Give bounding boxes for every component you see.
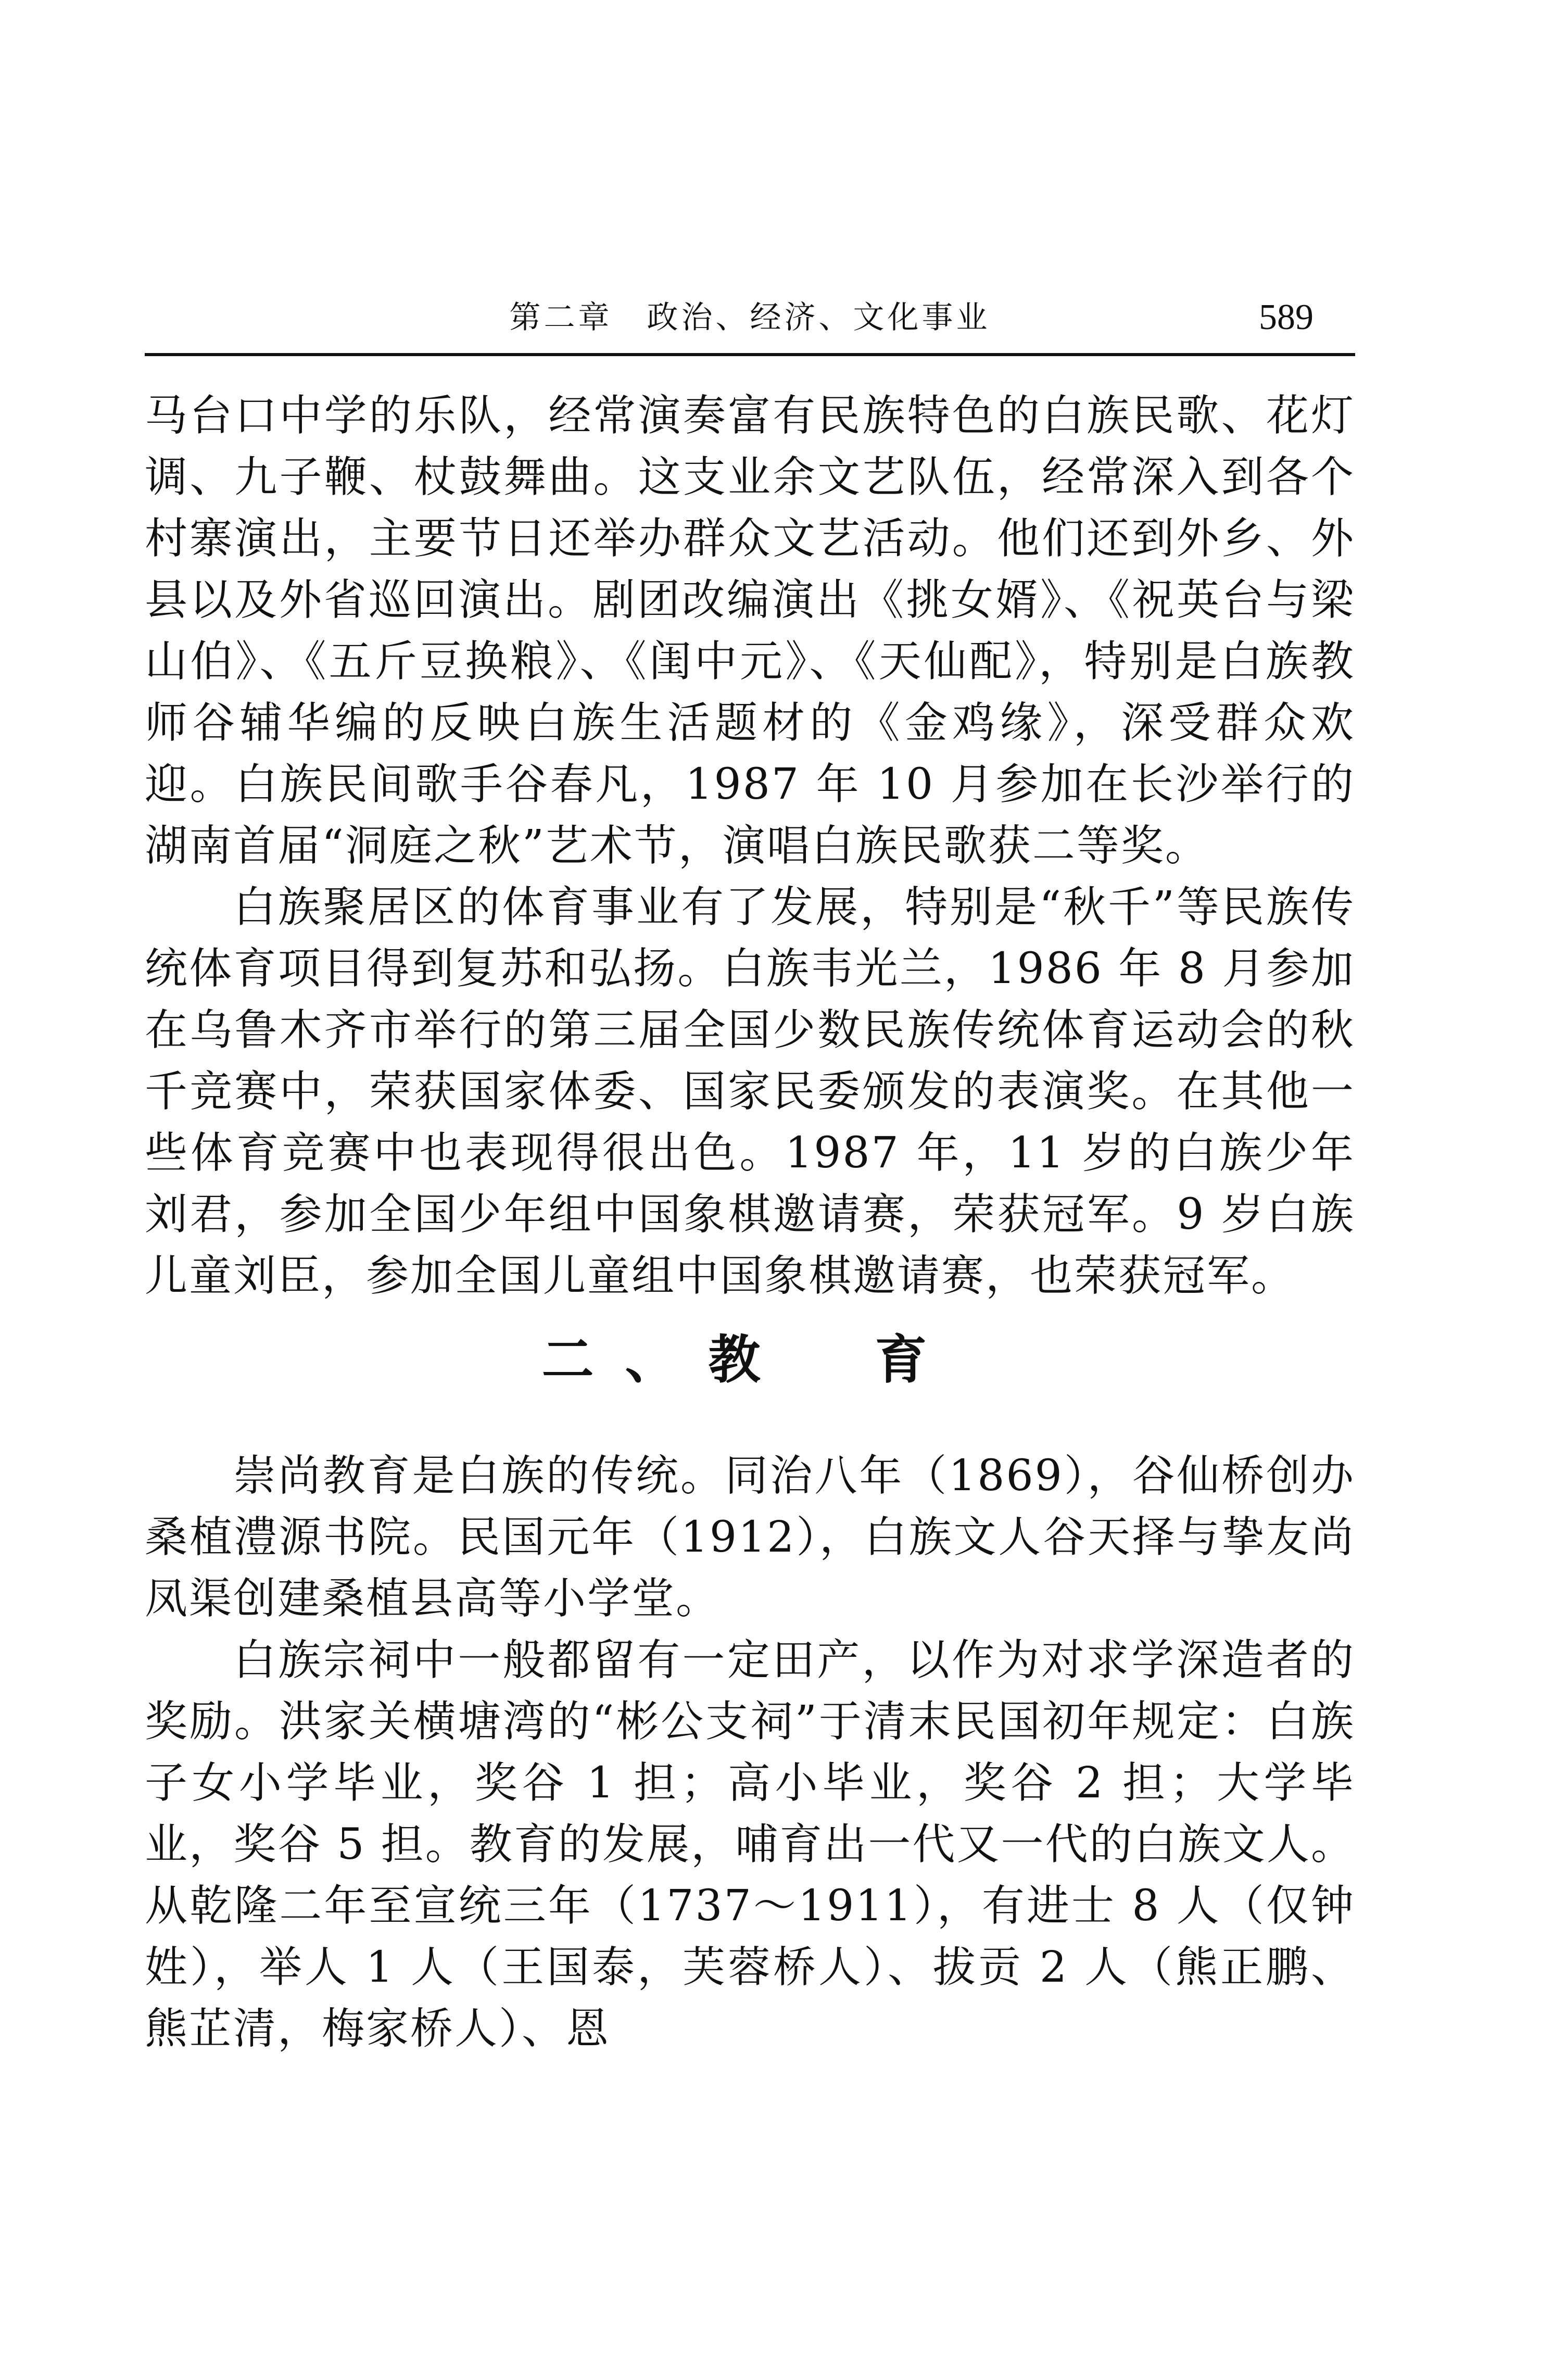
header-rule (145, 353, 1355, 356)
running-head: 第二章 政治、经济、文化事业 (509, 299, 991, 336)
page-body (145, 385, 1355, 2060)
paragraph-education-tradition: 崇尚教育是白族的传统。同治八年（1869），谷仙桥创办桑植澧源书院。民国元年（1912），白族文人谷天择与挚友尚凤渠创建桑植县高等小学堂。 (145, 1451, 1355, 1623)
page-number: 589 (1259, 297, 1313, 337)
paragraph-education-rewards: 白族宗祠中一般都留有一定田产，以作为对求学深造者的奖励。洪家关横塘湾的“彬公支祠”于清末民国初年规定：白族子女小学毕业，奖谷 1 担；高小毕业，奖谷 2 担；大学毕业，奖谷 5 担。教育的发展，哺育出一代又一代的白族文人。从乾隆二年至宣统三年（1737～1911），有进士 8 人（仅钟姓），举人 1 人（王国泰，芙蓉桥人）、拔贡 2 人（熊正鹏、熊芷清，梅家桥人）、恩 (145, 1635, 1355, 2054)
page-header (145, 292, 1355, 364)
paragraph-sports: 白族聚居区的体育事业有了发展，特别是“秋千”等民族传统体育项目得到复苏和弘扬。白族韦光兰，1986 年 8 月参加在乌鲁木齐市举行的第三届全国少数民族传统体育运动会的秋千竞赛中，荣获国家体委、国家民委颁发的表演奖。在其他一些体育竞赛中也表现得很出色。1987 年，11 岁的白族少年刘君，参加全国少年组中国象棋邀请赛，荣获冠军。9 岁白族儿童刘臣，参加全国儿童组中国象棋邀请赛，也荣获冠军。 (145, 883, 1355, 1301)
paragraph-continued: 马台口中学的乐队，经常演奏富有民族特色的白族民歌、花灯调、九子鞭、杖鼓舞曲。这支业余文艺队伍，经常深入到各个村寨演出，主要节日还举办群众文艺活动。他们还到外乡、外县以及外省巡回演出。剧团改编演出《挑女婿》、《祝英台与梁山伯》、《五斤豆换粮》、《闺中元》、《天仙配》，特别是白族教师谷辅华编的反映白族生活题材的《金鸡缘》，深受群众欢迎。白族民间歌手谷春凡，1987 年 10 月参加在长沙举行的湖南首届“洞庭之秋”艺术节，演唱白族民歌获二等奖。 (145, 391, 1355, 871)
section-title: 二、教 育 (541, 1329, 958, 1390)
